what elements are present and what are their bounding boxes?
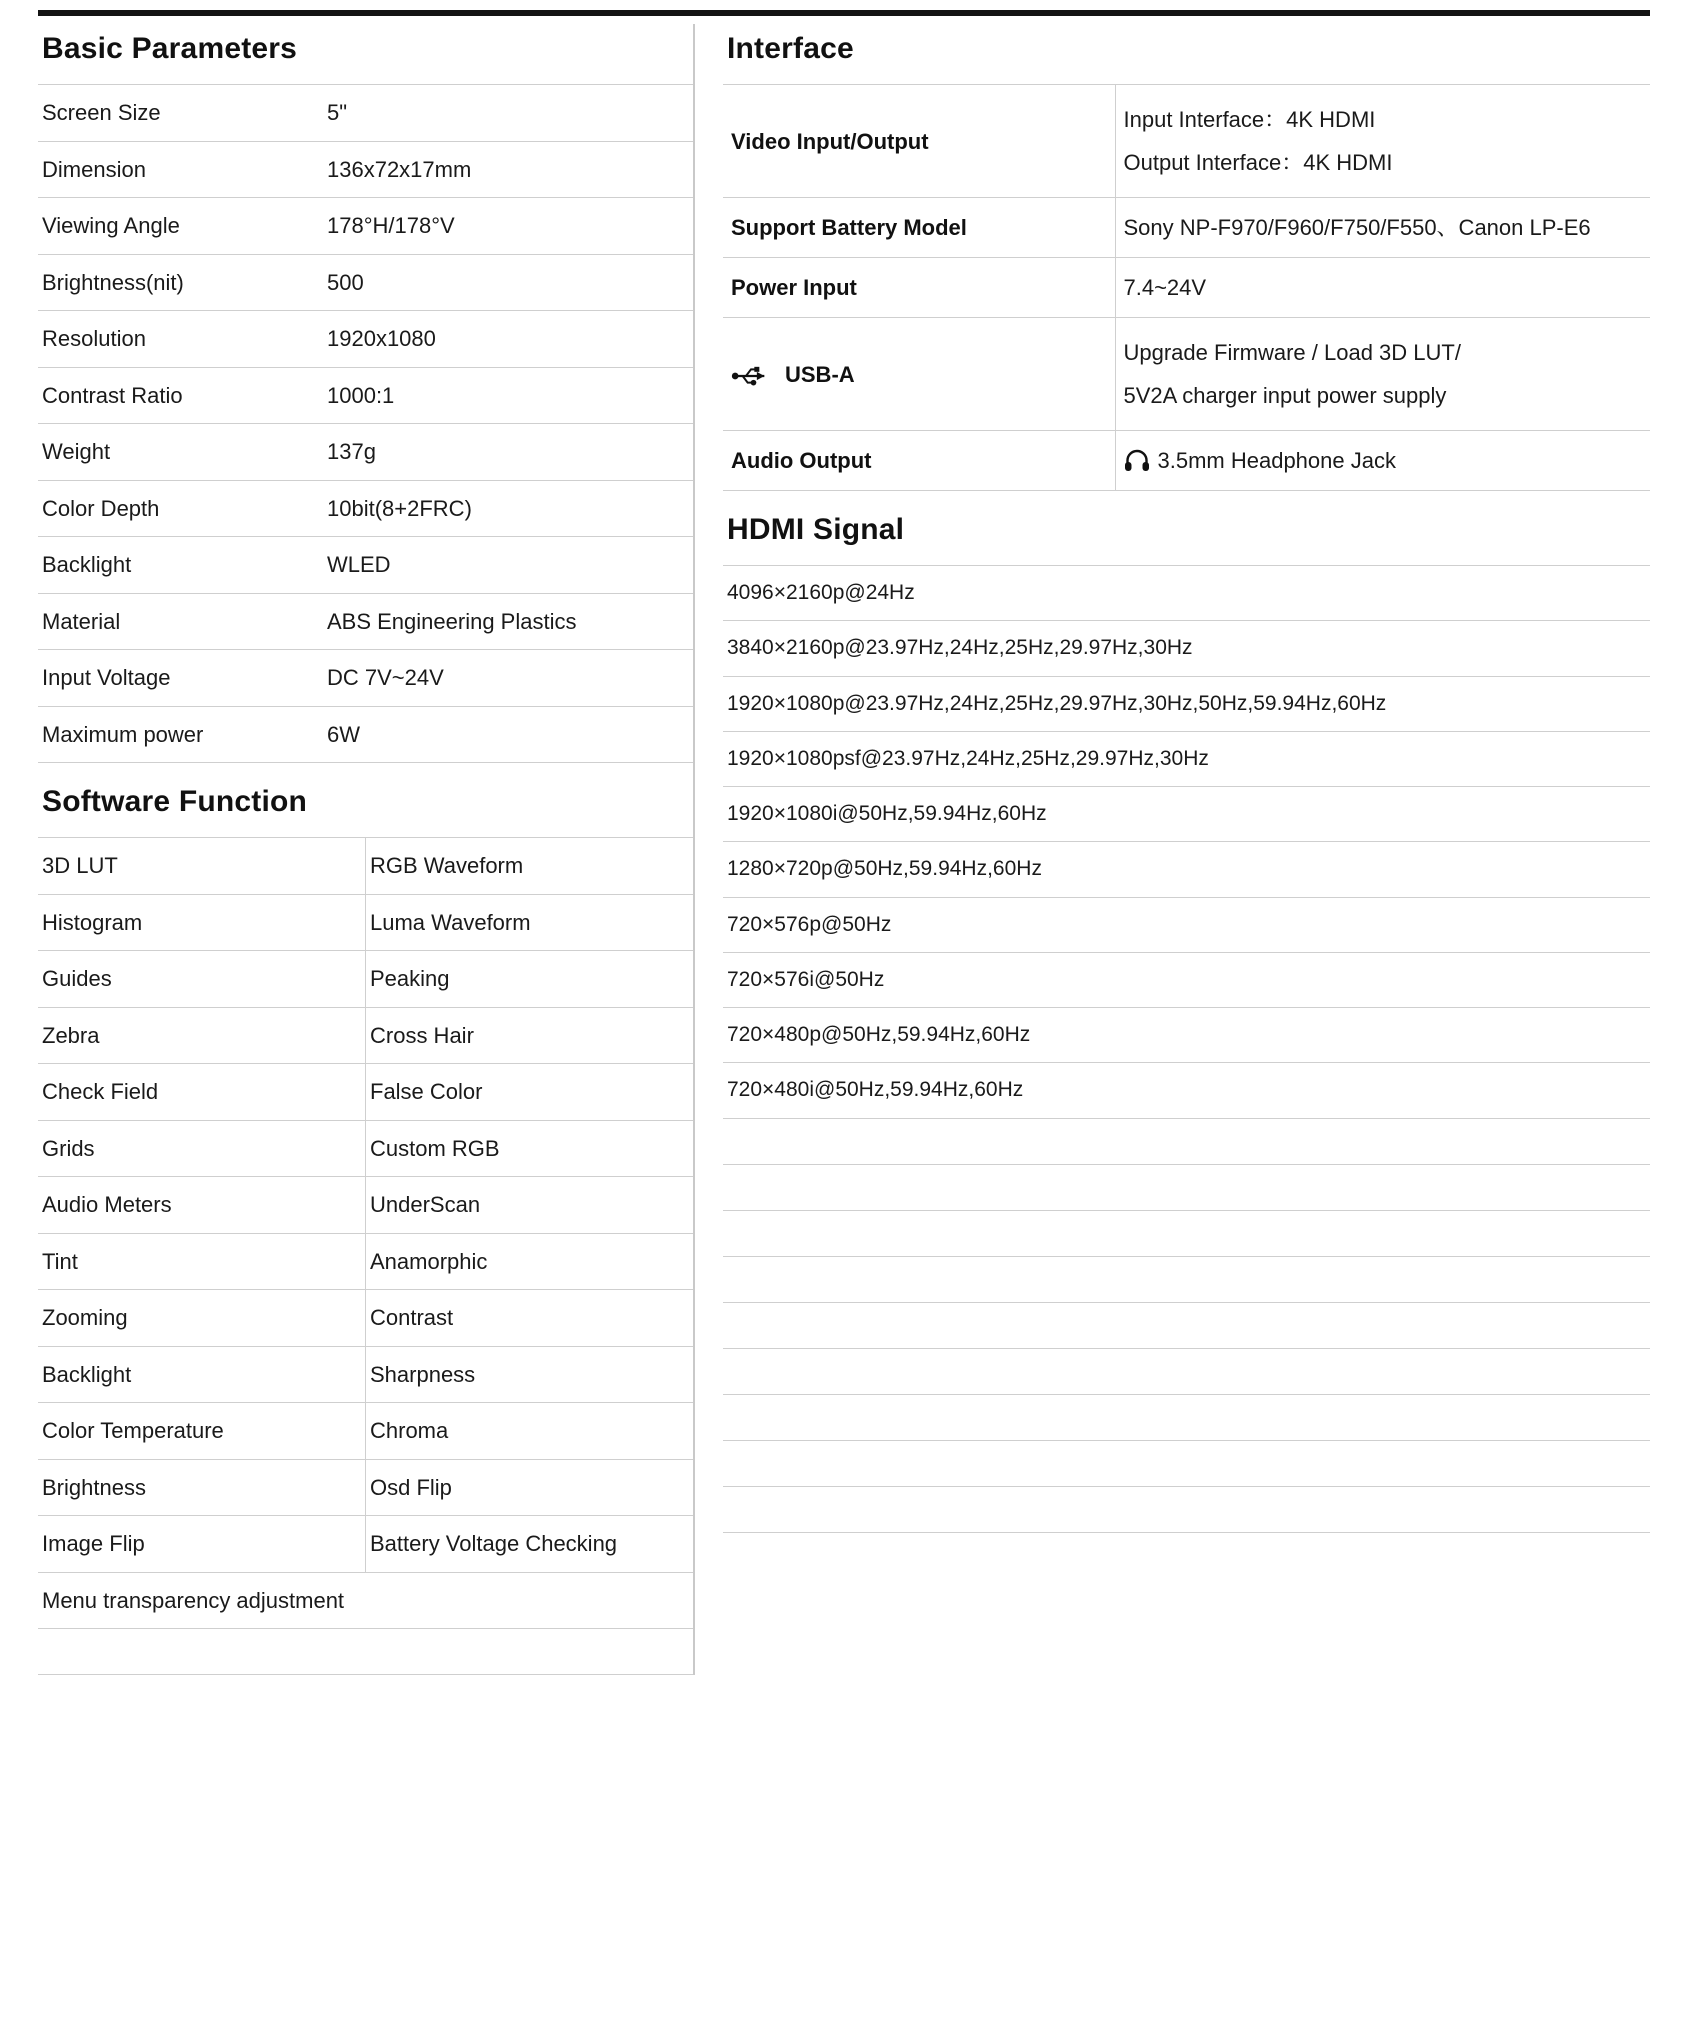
software-item: Cross Hair — [366, 1007, 694, 1064]
interface-value — [1115, 85, 1650, 198]
software-item: Audio Meters — [38, 1177, 366, 1234]
table-row-empty — [723, 1210, 1650, 1256]
software-item: Luma Waveform — [366, 894, 694, 951]
param-value: 5" — [323, 85, 693, 142]
basic-parameters-title: Basic Parameters — [42, 32, 298, 65]
table-row — [38, 1346, 693, 1403]
software-item: Backlight — [38, 1346, 366, 1403]
table-row-empty — [723, 1302, 1650, 1348]
param-key: Dimension — [38, 141, 323, 198]
param-value: 10bit(8+2FRC) — [323, 480, 693, 537]
table-row — [38, 894, 693, 951]
software-item: RGB Waveform — [366, 838, 694, 895]
param-value: 178°H/178°V — [323, 198, 693, 255]
table-row — [723, 258, 1650, 318]
interface-label: Support Battery Model — [723, 198, 1115, 258]
table-row — [38, 85, 693, 142]
software-item: Sharpness — [366, 1346, 694, 1403]
param-value: 500 — [323, 254, 693, 311]
interface-label-usb — [723, 318, 1115, 431]
software-item: UnderScan — [366, 1177, 694, 1234]
interface-label: Power Input — [723, 258, 1115, 318]
software-item: Zooming — [38, 1290, 366, 1347]
empty-cell — [723, 1210, 1650, 1256]
table-row — [723, 198, 1650, 258]
empty-cell — [723, 1486, 1650, 1532]
param-value: 137g — [323, 424, 693, 481]
table-row-empty — [723, 1256, 1650, 1302]
table-row — [38, 1572, 693, 1629]
software-item: False Color — [366, 1064, 694, 1121]
table-row — [723, 431, 1650, 491]
table-row — [38, 1233, 693, 1290]
software-item: Custom RGB — [366, 1120, 694, 1177]
software-item: Brightness — [38, 1459, 366, 1516]
table-row — [38, 838, 693, 895]
software-item: Check Field — [38, 1064, 366, 1121]
two-column-layout — [38, 0, 1650, 1675]
headphone-icon — [1124, 448, 1150, 472]
right-column — [695, 24, 1650, 1533]
table-row — [38, 650, 693, 707]
table-row — [38, 141, 693, 198]
hdmi-signal-item: 720×576p@50Hz — [723, 897, 1650, 952]
table-row-empty — [723, 1440, 1650, 1486]
table-row-empty — [723, 1394, 1650, 1440]
empty-cell — [723, 1394, 1650, 1440]
table-row — [723, 787, 1650, 842]
table-row-empty — [723, 1164, 1650, 1210]
param-key: Maximum power — [38, 706, 323, 763]
table-row — [38, 1064, 693, 1121]
table-row — [38, 706, 693, 763]
table-row — [723, 566, 1650, 621]
interface-value — [1115, 318, 1650, 431]
software-item: 3D LUT — [38, 838, 366, 895]
table-row — [38, 198, 693, 255]
hdmi-signal-item: 720×480i@50Hz,59.94Hz,60Hz — [723, 1063, 1650, 1118]
software-item: Chroma — [366, 1403, 694, 1460]
empty-cell — [38, 1629, 693, 1675]
hdmi-signal-item: 1920×1080p@23.97Hz,24Hz,25Hz,29.97Hz,30Hz,50Hz,59.94Hz,60Hz — [723, 676, 1650, 731]
table-row — [723, 731, 1650, 786]
interface-table — [723, 84, 1650, 491]
empty-cell — [723, 1302, 1650, 1348]
param-key: Viewing Angle — [38, 198, 323, 255]
table-row — [38, 254, 693, 311]
table-row — [38, 424, 693, 481]
interface-value-line: Input Interface：4K HDMI — [1123, 107, 1376, 132]
param-key: Material — [38, 593, 323, 650]
interface-value-line: 5V2A charger input power supply — [1123, 383, 1447, 408]
interface-label: Audio Output — [723, 431, 1115, 491]
table-row — [38, 951, 693, 1008]
table-row — [723, 85, 1650, 198]
empty-cell — [723, 1164, 1650, 1210]
param-value: 136x72x17mm — [323, 141, 693, 198]
table-row — [38, 537, 693, 594]
interface-value-line: Output Interface：4K HDMI — [1123, 150, 1393, 175]
table-row — [38, 1120, 693, 1177]
table-row — [723, 318, 1650, 431]
interface-value: 7.4~24V — [1115, 258, 1650, 318]
table-row — [38, 1459, 693, 1516]
table-row — [38, 311, 693, 368]
table-row-empty — [723, 1118, 1650, 1164]
audio-output-text: 3.5mm Headphone Jack — [1157, 448, 1396, 473]
param-key: Brightness(nit) — [38, 254, 323, 311]
param-key: Resolution — [38, 311, 323, 368]
param-value: 1920x1080 — [323, 311, 693, 368]
software-item: Contrast — [366, 1290, 694, 1347]
table-row — [38, 1007, 693, 1064]
table-row — [38, 480, 693, 537]
param-key: Weight — [38, 424, 323, 481]
table-row — [38, 1516, 693, 1573]
interface-value-line: Upgrade Firmware / Load 3D LUT/ — [1123, 340, 1461, 365]
table-row — [723, 1063, 1650, 1118]
left-column — [38, 24, 693, 1675]
hdmi-signal-item: 1920×1080i@50Hz,59.94Hz,60Hz — [723, 787, 1650, 842]
table-row — [38, 1290, 693, 1347]
hdmi-signal-item: 3840×2160p@23.97Hz,24Hz,25Hz,29.97Hz,30Hz — [723, 621, 1650, 676]
hdmi-signal-item: 720×576i@50Hz — [723, 952, 1650, 1007]
hdmi-signal-item: 720×480p@50Hz,59.94Hz,60Hz — [723, 1008, 1650, 1063]
table-row — [723, 897, 1650, 952]
empty-cell — [723, 1256, 1650, 1302]
table-row-empty — [723, 1486, 1650, 1532]
software-item: Zebra — [38, 1007, 366, 1064]
empty-cell — [723, 1348, 1650, 1394]
software-function-title: Software Function — [42, 785, 308, 818]
software-item: Color Temperature — [38, 1403, 366, 1460]
usb-label-group — [731, 358, 1105, 391]
software-item: Peaking — [366, 951, 694, 1008]
hdmi-signal-item: 1920×1080psf@23.97Hz,24Hz,25Hz,29.97Hz,30Hz — [723, 731, 1650, 786]
software-item: Osd Flip — [366, 1459, 694, 1516]
param-value: 6W — [323, 706, 693, 763]
software-item-full: Menu transparency adjustment — [38, 1572, 693, 1629]
hdmi-signal-item: 1280×720p@50Hz,59.94Hz,60Hz — [723, 842, 1650, 897]
software-item: Battery Voltage Checking — [366, 1516, 694, 1573]
software-item: Tint — [38, 1233, 366, 1290]
interface-value-audio — [1115, 431, 1650, 491]
empty-cell — [723, 1440, 1650, 1486]
hdmi-signal-item: 4096×2160p@24Hz — [723, 566, 1650, 621]
table-row — [38, 367, 693, 424]
table-row — [723, 842, 1650, 897]
table-row — [723, 621, 1650, 676]
hdmi-signal-table — [723, 565, 1650, 1533]
software-item: Histogram — [38, 894, 366, 951]
param-key: Input Voltage — [38, 650, 323, 707]
software-item: Guides — [38, 951, 366, 1008]
top-rule-divider — [38, 10, 1650, 16]
usb-icon — [731, 363, 771, 385]
interface-label: Video Input/Output — [723, 85, 1115, 198]
param-value: ABS Engineering Plastics — [323, 593, 693, 650]
table-row — [38, 1177, 693, 1234]
basic-parameters-table — [38, 84, 693, 763]
software-item: Anamorphic — [366, 1233, 694, 1290]
table-row — [723, 1008, 1650, 1063]
table-row — [38, 593, 693, 650]
param-key: Screen Size — [38, 85, 323, 142]
interface-value: Sony NP-F970/F960/F750/F550、Canon LP-E6 — [1115, 198, 1650, 258]
empty-cell — [723, 1118, 1650, 1164]
table-row — [723, 676, 1650, 731]
param-key: Color Depth — [38, 480, 323, 537]
hdmi-signal-title: HDMI Signal — [727, 513, 905, 546]
param-value: WLED — [323, 537, 693, 594]
software-function-table — [38, 837, 693, 1675]
table-row — [723, 952, 1650, 1007]
param-value: DC 7V~24V — [323, 650, 693, 707]
software-item: Image Flip — [38, 1516, 366, 1573]
param-key: Backlight — [38, 537, 323, 594]
software-item: Grids — [38, 1120, 366, 1177]
table-row-empty — [723, 1348, 1650, 1394]
usb-label-text: USB-A — [785, 361, 855, 387]
interface-title: Interface — [727, 32, 854, 65]
table-row — [38, 1403, 693, 1460]
table-row-empty — [38, 1629, 693, 1675]
param-value: 1000:1 — [323, 367, 693, 424]
param-key: Contrast Ratio — [38, 367, 323, 424]
